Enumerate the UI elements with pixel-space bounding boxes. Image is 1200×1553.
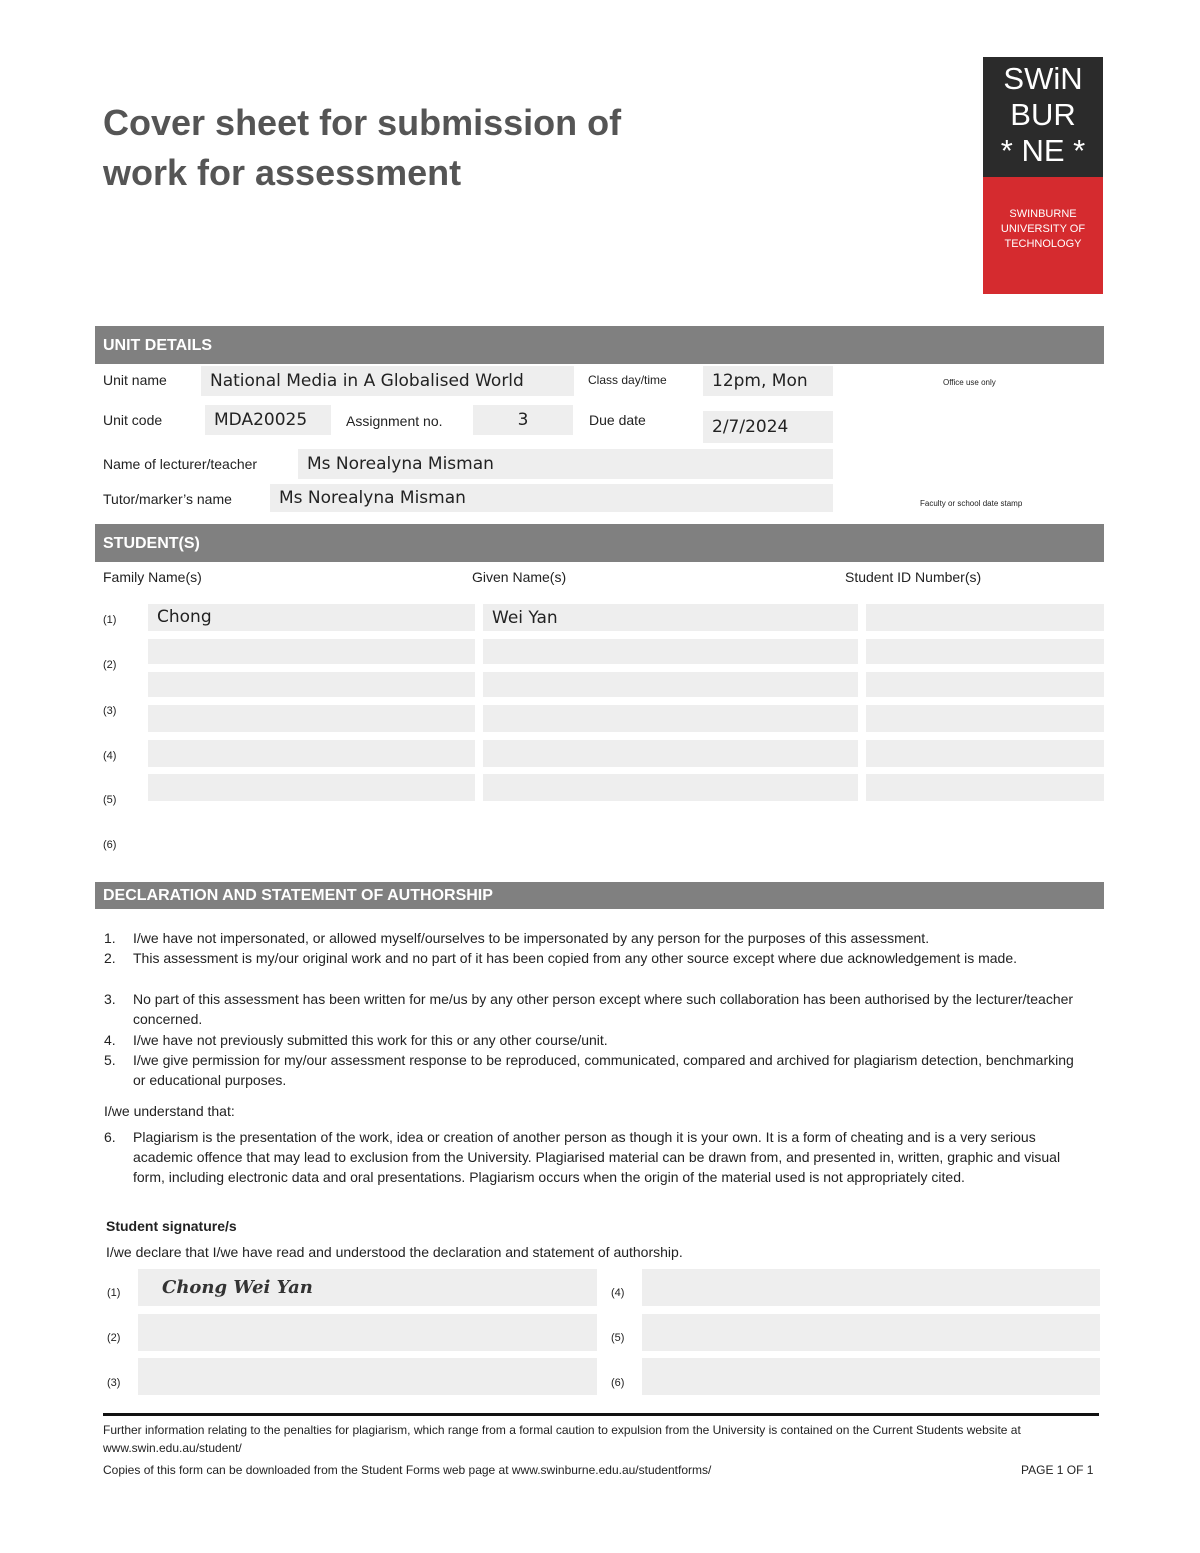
signature-field-4[interactable] [642, 1269, 1100, 1306]
item-number: 1. [104, 930, 116, 946]
student-row-label: (3) [103, 705, 117, 717]
date-stamp-label: Faculty or school date stamp [920, 499, 1023, 508]
item-text: No part of this assessment has been written for me/us by any other person except where such collaboration has been authorised by the lecturer/teacher concerned. [133, 991, 1074, 1027]
tutor-label: Tutor/marker’s name [103, 491, 232, 507]
swinburne-logo [983, 57, 1103, 294]
student-id-field[interactable] [866, 774, 1104, 801]
declaration-item [104, 989, 1094, 1029]
unit-code-label: Unit code [103, 412, 163, 428]
assignment-no-field[interactable]: 3 [473, 405, 573, 435]
declaration-item [104, 1127, 1094, 1209]
unit-details-heading: UNIT DETAILS [95, 326, 1104, 364]
item-text: I/we give permission for my/our assessment response to be reproduced, communicated, compared and archived for plagiarism detection, benchmarking or educational purposes. [133, 1052, 1074, 1088]
class-day-time-label: Class day/time [588, 373, 667, 387]
student-row-label: (4) [103, 750, 117, 762]
family-name-field[interactable] [148, 774, 475, 801]
student-id-field[interactable] [866, 705, 1104, 732]
signature-heading: Student signature/s [106, 1218, 237, 1234]
footer-divider [103, 1413, 1099, 1416]
students-heading: STUDENT(S) [95, 524, 1104, 562]
footer-info: Further information relating to the penalties for plagiarism, which range from a formal caution to expulsion from the University is contained on the Current Students website at www.swin.edu.au/student/ [103, 1423, 1021, 1455]
family-name-field[interactable] [148, 672, 475, 697]
declaration-item [104, 928, 1094, 948]
given-name-field[interactable] [483, 639, 858, 664]
logo-line-1: SWiN [1003, 61, 1083, 96]
office-use-label: Office use only [943, 378, 996, 387]
given-name-field[interactable] [483, 705, 858, 732]
signature-label: (5) [611, 1332, 625, 1344]
signature-field-5[interactable] [642, 1314, 1100, 1351]
family-name-field[interactable] [148, 740, 475, 767]
given-name-field[interactable] [483, 740, 858, 767]
due-date-label: Due date [589, 412, 646, 428]
page-number: PAGE 1 OF 1 [1021, 1463, 1094, 1477]
family-name-field[interactable] [148, 639, 475, 664]
family-name-field[interactable]: Chong [148, 604, 475, 631]
signature-field-6[interactable] [642, 1358, 1100, 1395]
student-row-label: (2) [103, 659, 117, 671]
given-name-field[interactable] [483, 774, 858, 801]
family-name-field[interactable] [148, 705, 475, 732]
signature-label: (4) [611, 1287, 625, 1299]
declaration-item [104, 948, 1094, 988]
page-title [103, 98, 621, 198]
given-name-field[interactable] [483, 672, 858, 697]
item-number: 6. [104, 1129, 116, 1145]
unit-code-field[interactable]: MDA20025 [205, 405, 331, 435]
understand-text: I/we understand that: [104, 1103, 235, 1119]
signature-label: (1) [107, 1287, 121, 1299]
student-row-label: (5) [103, 794, 117, 806]
signature-statement: I/we declare that I/we have read and understood the declaration and statement of authorship. [106, 1244, 683, 1260]
logo-red-block [983, 177, 1103, 294]
student-id-header: Student ID Number(s) [845, 569, 982, 585]
item-number: 5. [104, 1052, 116, 1068]
item-number: 4. [104, 1032, 116, 1048]
assignment-no-label: Assignment no. [346, 413, 443, 429]
signature-label: (6) [611, 1377, 625, 1389]
logo-sub-1: SWINBURNE [1009, 208, 1077, 220]
student-id-field[interactable] [866, 604, 1104, 631]
lecturer-label: Name of lecturer/teacher [103, 456, 258, 472]
class-day-time-field[interactable]: 12pm, Mon [703, 366, 833, 396]
logo-line-2: BUR [1010, 97, 1076, 132]
given-name-field[interactable]: Wei Yan [483, 604, 858, 631]
signature-label: (2) [107, 1332, 121, 1344]
unit-name-label: Unit name [103, 372, 167, 388]
unit-name-field[interactable]: National Media in A Globalised World [201, 366, 574, 396]
signature-field-2[interactable] [138, 1314, 597, 1351]
signature-field-3[interactable] [138, 1358, 597, 1395]
family-name-header: Family Name(s) [103, 569, 202, 585]
item-text: I/we have not previously submitted this work for this or any other course/unit. [133, 1032, 608, 1048]
logo-line-3: * NE * [1000, 133, 1086, 168]
given-name-header: Given Name(s) [472, 569, 567, 585]
item-text: Plagiarism is the presentation of the work, idea or creation of another person as though it is your own. It is a form of cheating and is a very serious academic offence that may lead to exclusion from the University. Plagiarised material can be drawn from, and presented in, written, graphic and visual form, including electronic data and oral presentations. Plagiarism occurs when the origin of the material used is not appropriately cited. [133, 1129, 1061, 1185]
declaration-heading: DECLARATION AND STATEMENT OF AUTHORSHIP [95, 882, 1104, 909]
item-number: 3. [104, 991, 116, 1007]
student-row-label: (6) [103, 839, 117, 851]
signature-label: (3) [107, 1377, 121, 1389]
title-line-2: work for assessment [103, 152, 462, 193]
declaration-item [104, 1050, 1094, 1090]
declaration-item [104, 1030, 1094, 1050]
student-id-field[interactable] [866, 639, 1104, 664]
item-number: 2. [104, 950, 116, 966]
due-date-field[interactable]: 2/7/2024 [703, 411, 833, 443]
logo-sub-2: UNIVERSITY OF [1000, 223, 1086, 235]
title-line-1: Cover sheet for submission of [103, 102, 622, 143]
item-text: This assessment is my/our original work and no part of it has been copied from any other source except where due acknowledgement is made. [133, 950, 1018, 966]
logo-sub-3: TECHNOLOGY [1004, 238, 1082, 250]
item-text: I/we have not impersonated, or allowed myself/ourselves to be impersonated by any person for the purposes of this assessment. [133, 930, 930, 946]
footer-forms: Copies of this form can be downloaded from the Student Forms web page at www.swinburne.edu.au/studentforms/ [103, 1463, 712, 1477]
student-id-field[interactable] [866, 740, 1104, 767]
tutor-field[interactable]: Ms Norealyna Misman [270, 484, 833, 512]
student-row-label: (1) [103, 614, 117, 626]
signature-field-1[interactable]: Chong Wei Yan [138, 1269, 597, 1306]
student-id-field[interactable] [866, 672, 1104, 697]
lecturer-field[interactable]: Ms Norealyna Misman [298, 449, 833, 479]
logo-dark-block [983, 57, 1103, 177]
